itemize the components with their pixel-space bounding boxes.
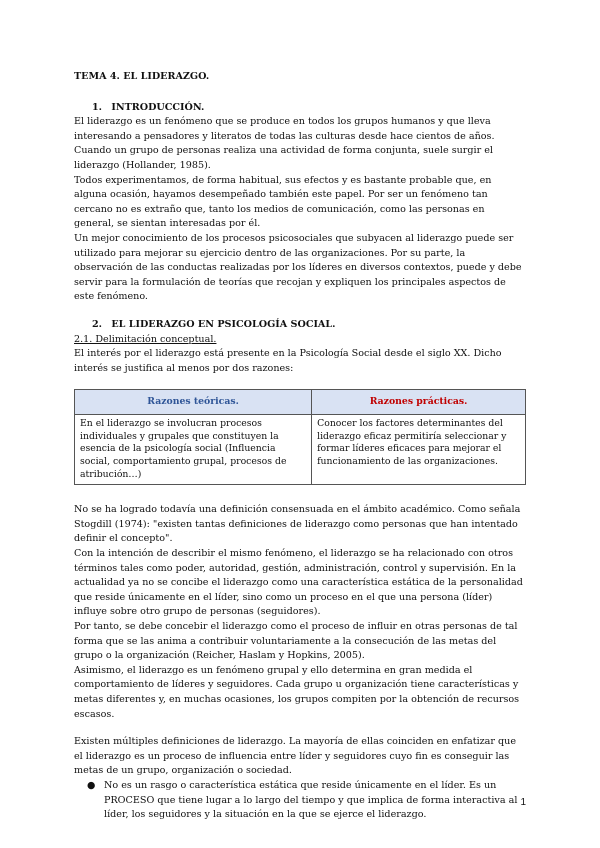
theoretical-reasons-header: Razones teóricas. — [75, 390, 312, 415]
theoretical-reasons-cell: En el liderazgo se involucran procesos individuales y grupales que constituyen la esencia de la psicología social (Influencia social, comportamiento grupal, procesos de atribución…) — [75, 415, 312, 485]
section-2-intro: El interés por el liderazgo está presente en la Psicología Social desde el siglo XX. Dicho interés se justifica al menos por dos razones: — [74, 348, 502, 374]
subsection-2-1-heading: 2.1. Delimitación conceptual. — [74, 333, 217, 345]
section-1-heading — [74, 101, 526, 116]
intro-paragraph-3: Un mejor conocimiento de los procesos psicosociales que subyacen al liderazgo puede ser utilizado para mejorar su ejercicio dentro de las organizaciones. Por su parte, la observación de las conductas realizadas por los líderes en diversos contextos, puede y debe servir para la formulación de teorías que recojan y expliquen los principales aspectos de este fenómeno. — [74, 232, 522, 303]
practical-reasons-header: Razones prácticas. — [312, 390, 526, 415]
section-1-number: 1. — [92, 101, 103, 113]
intro-paragraph-2: Todos experimentamos, de forma habitual, sus efectos y es bastante probable que, en alguna ocasión, hayamos desempeñado también este papel. Por ser un fenómeno tan cercano no es extraño que, tanto los medios de comunicación, como las personas en general, se sientan interesadas por él. — [74, 174, 492, 230]
reasons-table-body-row — [75, 415, 526, 485]
document-page — [74, 70, 526, 823]
reasons-table-header-row — [75, 390, 526, 415]
reasons-table — [74, 389, 526, 485]
closing-paragraph: Existen múltiples definiciones de liderazgo. La mayoría de ellas coinciden en enfatizar que el liderazgo es un proceso de influencia entre líder y seguidores cuyo fin es conseguir las metas de un grupo, organización o sociedad. — [74, 736, 517, 777]
intro-paragraph-1: El liderazgo es un fenómeno que se produce en todos los grupos humanos y que lleva interesando a pensadores y literatos de todas las culturas desde hace cientos de años. Cuando un grupo de personas realiza una actividad de forma conjunta, suele surgir el liderazgo (Hollander, 1985). — [74, 116, 495, 171]
definition-paragraph-4: Asimismo, el liderazgo es un fenómeno grupal y ello determina en gran medida el comportamiento de líderes y seguidores. Cada grupo u organización tiene características y metas diferentes y, en muchas ocasiones, los grupos compiten por la obtención de recursos escasos. — [74, 664, 520, 720]
section-1-title: INTRODUCCIÓN. — [111, 101, 205, 113]
section-2-title: EL LIDERAZGO EN PSICOLOGÍA SOCIAL. — [111, 318, 336, 330]
page-number: 1 — [520, 797, 526, 808]
definition-paragraph-3: Por tanto, se debe concebir el liderazgo como el proceso de influir en otras personas de tal forma que se las anima a contribuir voluntariamente a la consecución de las metas del grupo o la organización (Reicher, Haslam y Hopkins, 2005). — [74, 621, 518, 662]
practical-reasons-cell: Conocer los factores determinantes del liderazgo eficaz permitiría seleccionar y formar líderes eficaces para mejorar el funcionamiento de las organizaciones. — [312, 415, 526, 485]
section-2-heading — [74, 318, 526, 333]
list-item — [87, 779, 526, 823]
list-item-text: No es un rasgo o característica estática que reside únicamente en el líder. Es un PROCESO que tiene lugar a lo largo del tiempo y que implica de forma interactiva al líder, los seguidores y la situación en la que se ejerce el liderazgo. — [104, 779, 518, 821]
section-2-number: 2. — [92, 318, 103, 330]
bullet-list — [74, 779, 526, 823]
bullet-icon: ● — [87, 779, 96, 791]
definition-paragraph-2: Con la intención de describir el mismo fenómeno, el liderazgo se ha relacionado con otros términos tales como poder, autoridad, gestión, administración, control y supervisión. En la actualidad ya no se concibe el liderazgo como una característica estática de la personalidad que reside únicamente en el líder, sino como un proceso en el que una persona (líder) influye sobre otro grupo de personas (seguidores). — [74, 548, 523, 618]
document-title: TEMA 4. EL LIDERAZGO. — [74, 71, 210, 82]
definition-paragraph-1: No se ha logrado todavía una definición consensuada en el ámbito académico. Como señala Stogdill (1974): "existen tantas definiciones de liderazgo como personas que han intentado definir el concepto". — [74, 504, 521, 545]
